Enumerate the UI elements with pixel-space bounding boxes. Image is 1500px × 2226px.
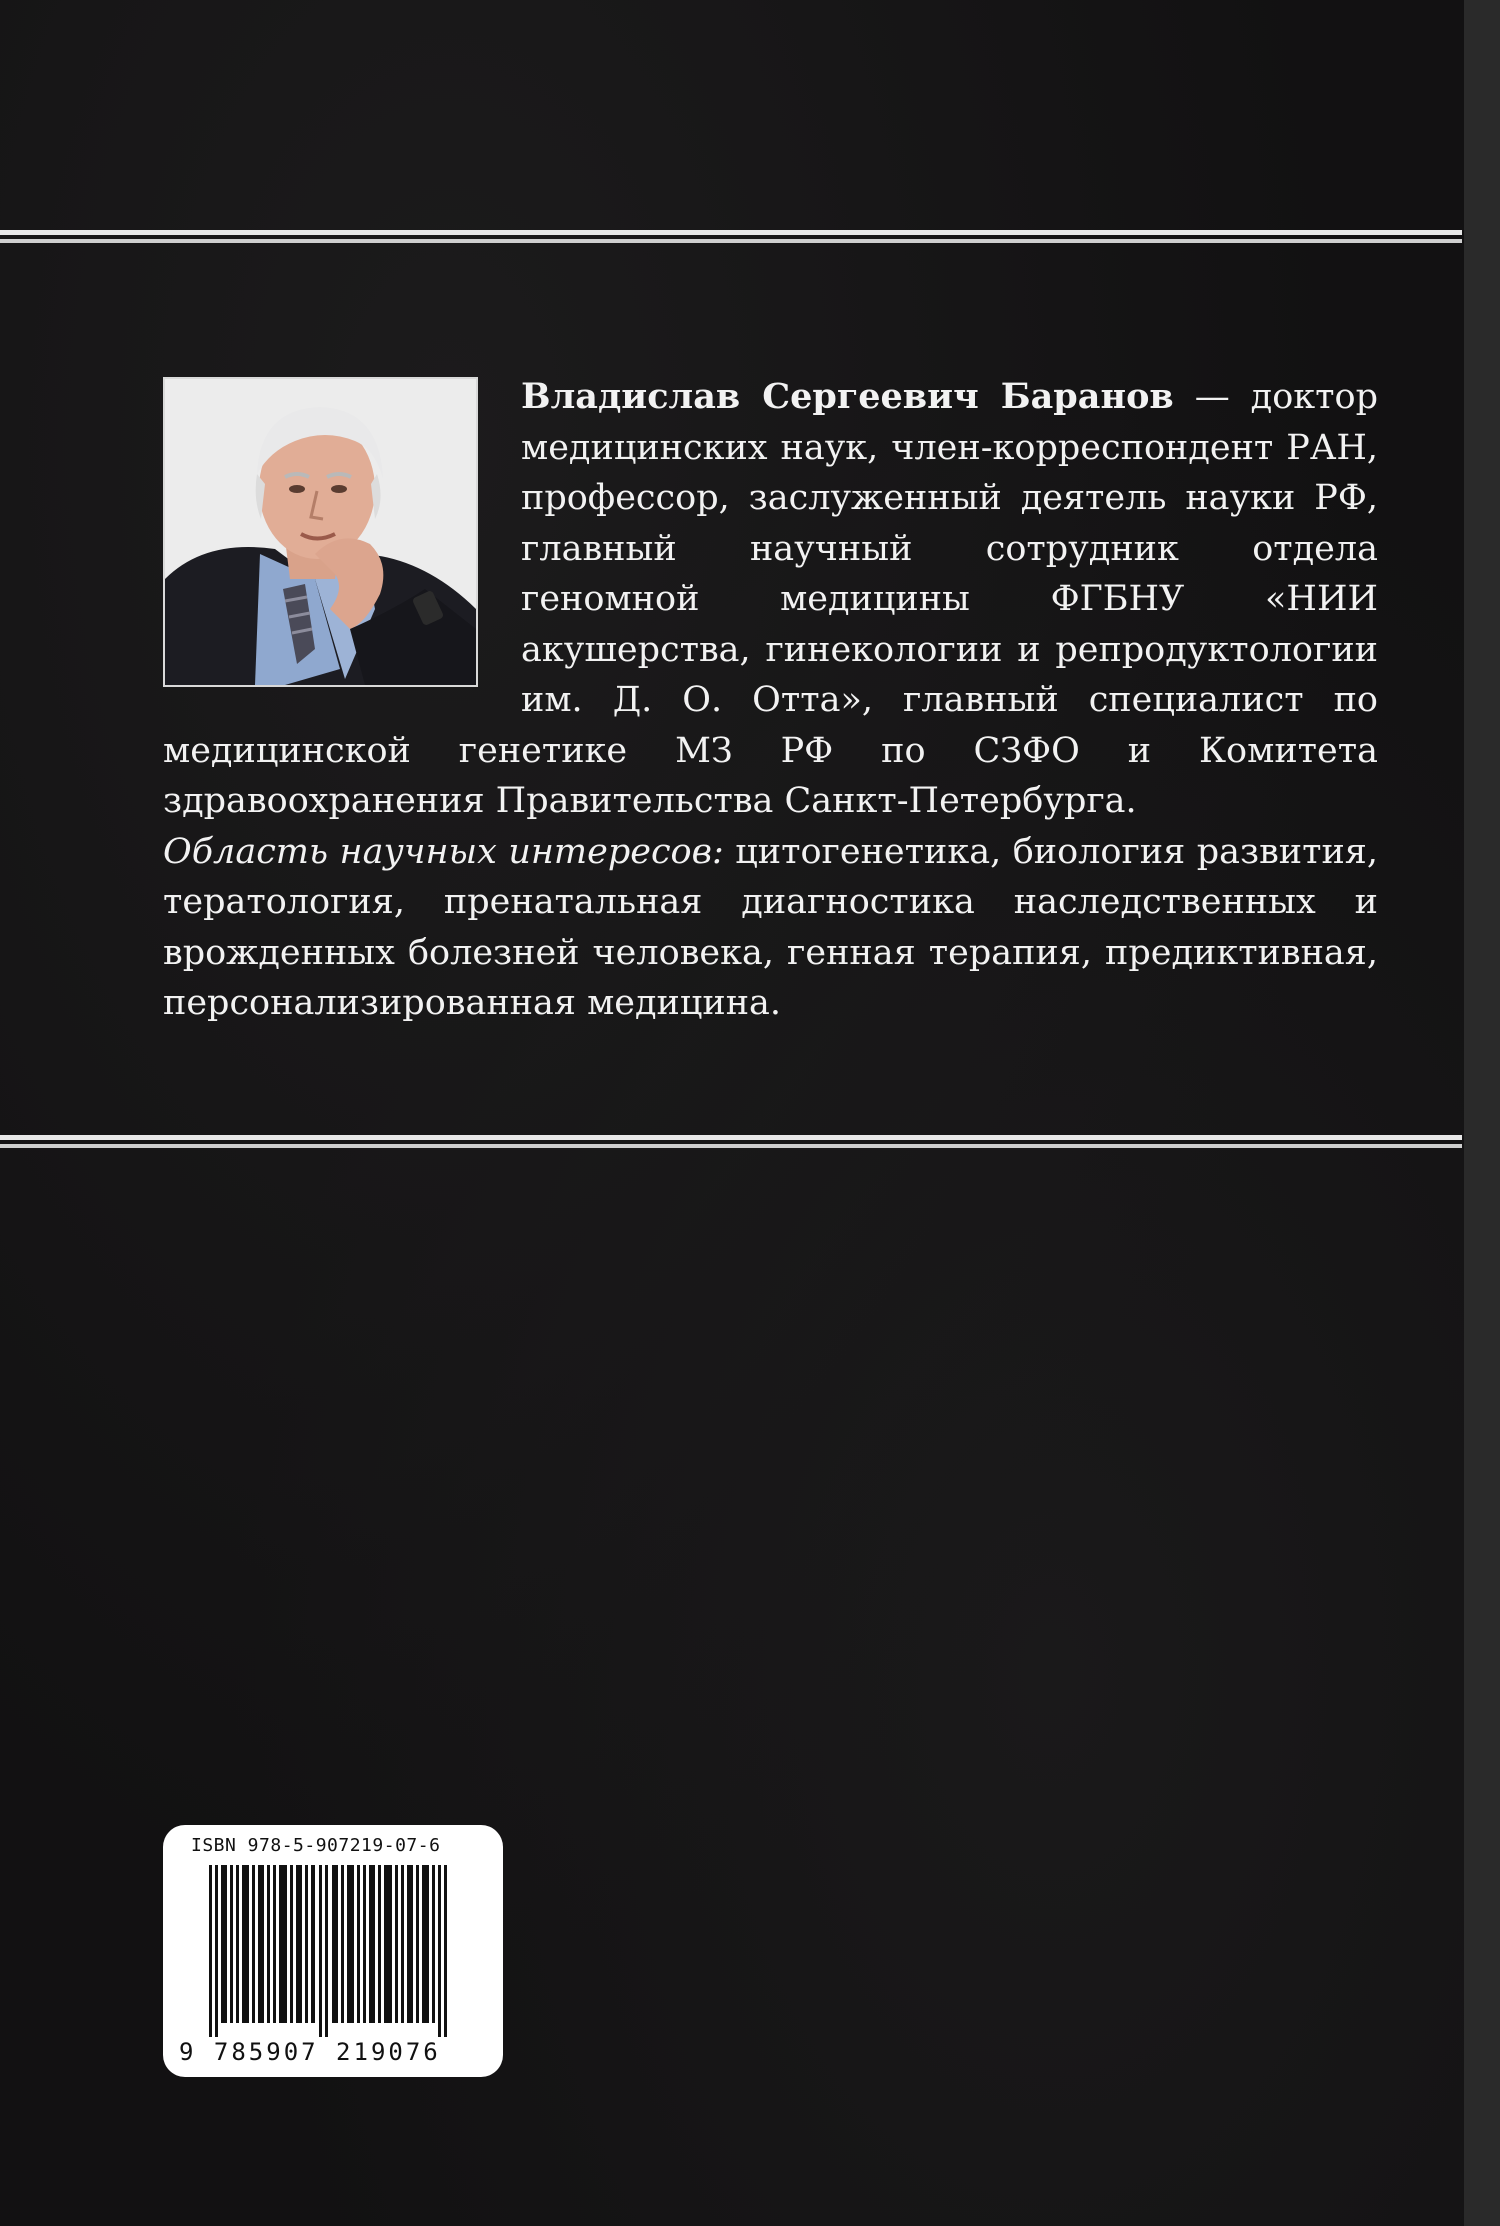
top-divider (0, 230, 1462, 246)
interests-text: цитогенетика, биология развития, тератология, пренатальная диагностика наследственных и врожденных болезней человека, генная терапия, предиктивная, персонализированная медицина. (163, 831, 1378, 1023)
author-biography (163, 372, 1378, 1029)
interests-paragraph (163, 827, 1378, 1029)
bottom-divider (0, 1135, 1462, 1151)
author-name: Владислав Сергеевич Баранов (521, 376, 1174, 417)
cover-edge (1464, 0, 1500, 2226)
barcode-digits: 9 785907 219076 (179, 2038, 441, 2066)
barcode-label (163, 1825, 503, 2077)
interests-label: Область научных интересов: (163, 831, 724, 872)
author-description: — доктор медицинских наук, член-корреспондент РАН, профессор, заслуженный деятель науки РФ, главный научный сотрудник отдела геномной медицины ФГБНУ «НИИ акушерства, гинекологии и репродуктологии им. Д. О. Отта», главный специалист по медицинской генетике МЗ РФ по СЗФО и Комитета здравоохранения Правительства Санкт-Петербурга. (163, 377, 1379, 821)
isbn-text: ISBN 978-5-907219-07-6 (191, 1835, 441, 1856)
barcode-icon (209, 1865, 457, 2037)
